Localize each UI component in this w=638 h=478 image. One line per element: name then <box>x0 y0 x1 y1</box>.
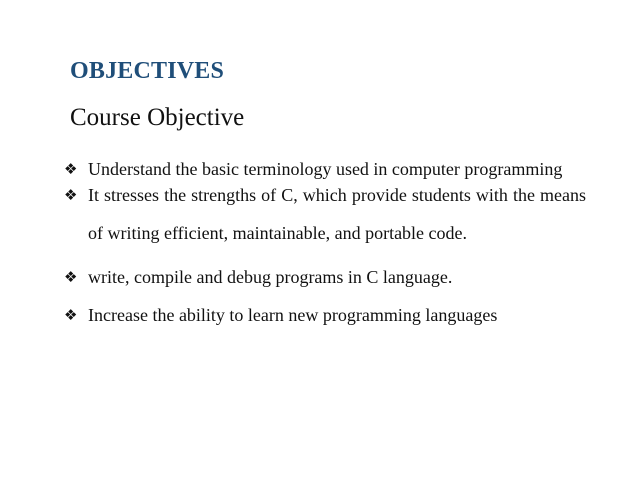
list-item <box>64 176 586 252</box>
slide-heading: OBJECTIVES <box>70 58 225 84</box>
list-item-text: write, compile and debug programs in C language. <box>88 267 453 287</box>
list-item <box>64 258 586 296</box>
list-item-text: Understand the basic terminology used in computer programming <box>88 159 563 179</box>
diamond-bullet-icon: ❖ <box>64 160 78 178</box>
diamond-bullet-icon: ❖ <box>64 186 78 204</box>
slide-subheading: Course Objective <box>70 104 245 131</box>
list-item-text: It stresses the strengths of C, which provide students with the means of writing efficient, maintainable, and portable code. <box>88 185 586 243</box>
list-item <box>64 296 586 334</box>
diamond-bullet-icon: ❖ <box>64 306 78 324</box>
list-item-text: Increase the ability to learn new programming languages <box>88 305 498 325</box>
diamond-bullet-icon: ❖ <box>64 268 78 286</box>
objectives-list <box>64 150 586 334</box>
